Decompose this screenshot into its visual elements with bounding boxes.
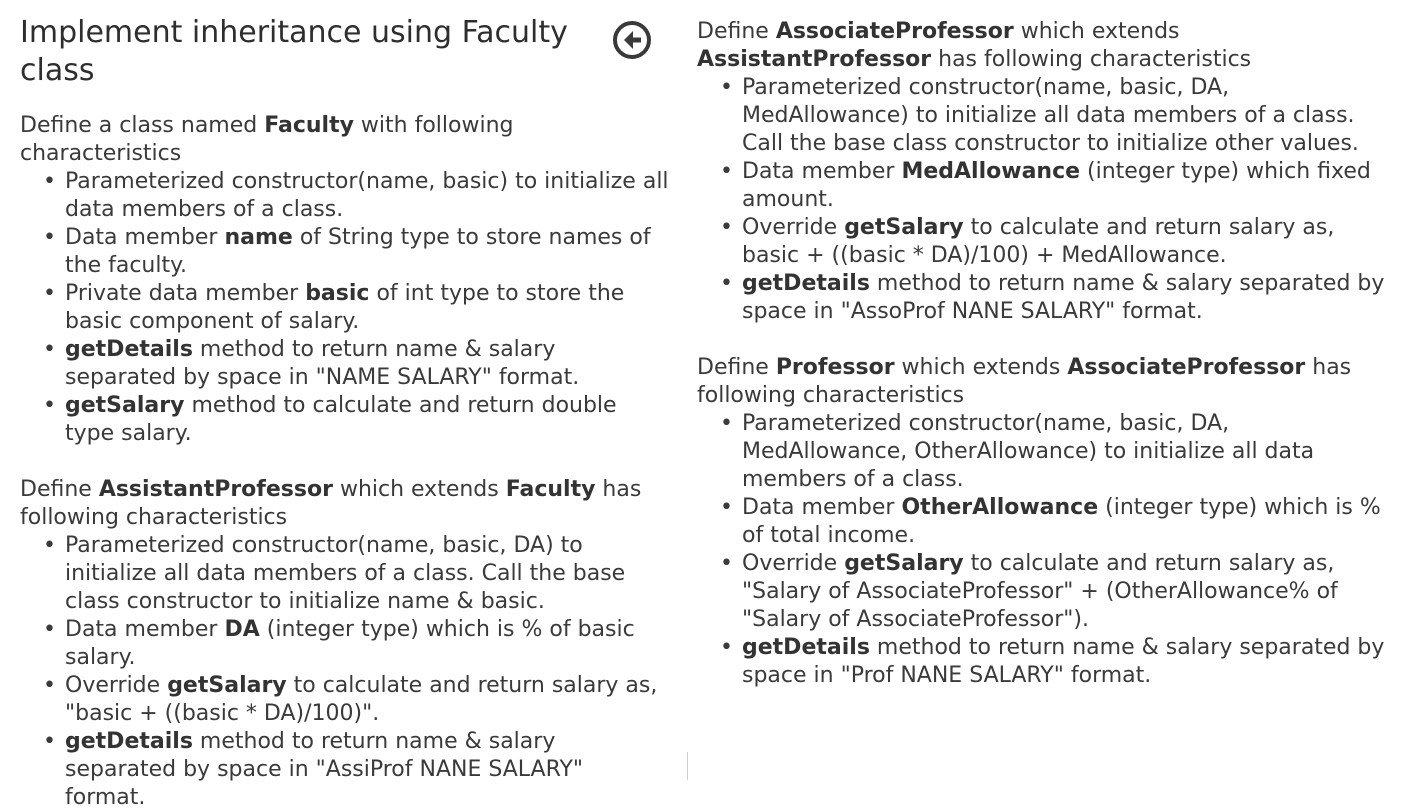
text-run: Override bbox=[65, 673, 168, 698]
associate-professor-section bbox=[697, 18, 1387, 326]
title-row bbox=[20, 14, 670, 94]
bold-term: getSalary bbox=[65, 393, 185, 418]
bold-term: OtherAllowance bbox=[901, 495, 1099, 520]
text-run: method to return name & salary separated by space in "AssoProf NANE SALARY" format. bbox=[742, 271, 1385, 324]
text-run: Override bbox=[742, 215, 845, 240]
text-run: method to return name & salary separated by space in "NAME SALARY" format. bbox=[65, 337, 580, 390]
faculty-section bbox=[20, 112, 670, 448]
text-run: Parameterized constructor(name, basic, DA) to initialize all data members of a class. Call the base class constructor to initialize name & basic. bbox=[65, 533, 626, 614]
bold-term: MedAllowance bbox=[901, 159, 1081, 184]
bold-term: name bbox=[224, 225, 293, 250]
list-item bbox=[65, 616, 670, 672]
text-run: Override bbox=[742, 551, 845, 576]
list-item bbox=[65, 392, 670, 448]
bold-term: AssociateProfessor bbox=[775, 19, 1014, 44]
text-run: has following characteristics bbox=[697, 355, 1352, 408]
arrow-left-circle-icon bbox=[612, 20, 652, 60]
bold-term: getSalary bbox=[167, 673, 287, 698]
section-intro bbox=[20, 476, 670, 532]
right-column bbox=[697, 18, 1387, 690]
text-run: Parameterized constructor(name, basic, DA, MedAllowance) to initialize all data members of a class. Call the base class constructor to initialize other values. bbox=[742, 75, 1359, 156]
text-run: Data member bbox=[65, 225, 225, 250]
bold-term: basic bbox=[305, 281, 370, 306]
text-run: Define bbox=[20, 477, 99, 502]
bold-term: Professor bbox=[775, 355, 895, 380]
bold-term: AssistantProfessor bbox=[98, 477, 333, 502]
list-item bbox=[742, 410, 1387, 494]
bold-term: getDetails bbox=[742, 271, 870, 296]
left-column bbox=[20, 14, 670, 812]
text-run: of int type to store the basic component of salary. bbox=[65, 281, 625, 334]
text-run: (integer type) which fixed amount. bbox=[742, 159, 1371, 212]
bold-term: getDetails bbox=[65, 729, 193, 754]
text-run: Private data member bbox=[65, 281, 306, 306]
section-intro bbox=[697, 18, 1387, 74]
text-run: Parameterized constructor(name, basic) to initialize all data members of a class. bbox=[65, 169, 669, 222]
page-title: Implement inheritance using Faculty class bbox=[20, 15, 568, 88]
list-item bbox=[65, 336, 670, 392]
back-button[interactable] bbox=[612, 20, 652, 60]
bold-term: AssistantProfessor bbox=[697, 47, 932, 72]
text-run: Data member bbox=[742, 495, 902, 520]
list-item bbox=[65, 280, 670, 336]
list-item bbox=[742, 158, 1387, 214]
bold-term: getSalary bbox=[844, 551, 964, 576]
bold-term: AssociateProfessor bbox=[1067, 355, 1306, 380]
text-run: Define a class named bbox=[20, 113, 265, 138]
characteristics-list bbox=[20, 168, 670, 448]
assistant-professor-section bbox=[20, 476, 670, 812]
section-intro bbox=[20, 112, 670, 168]
text-run: Data member bbox=[742, 159, 902, 184]
text-run: Define bbox=[697, 19, 776, 44]
list-item bbox=[65, 672, 670, 728]
list-item bbox=[742, 550, 1387, 634]
bold-term: getDetails bbox=[742, 635, 870, 660]
text-run: of String type to store names of the faculty. bbox=[65, 225, 651, 278]
text-run: method to return name & salary separated by space in "Prof NANE SALARY" format. bbox=[742, 635, 1385, 688]
characteristics-list bbox=[697, 74, 1387, 326]
list-item bbox=[742, 74, 1387, 158]
text-run: method to calculate and return double type salary. bbox=[65, 393, 617, 446]
text-run: Data member bbox=[65, 617, 225, 642]
text-run: (integer type) which is % of total income. bbox=[742, 495, 1381, 548]
text-run: with following characteristics bbox=[20, 113, 514, 166]
list-item bbox=[65, 168, 670, 224]
bold-term: getDetails bbox=[65, 337, 193, 362]
column-divider bbox=[687, 752, 688, 780]
list-item bbox=[742, 270, 1387, 326]
bold-term: DA bbox=[224, 617, 260, 642]
text-run: which extends bbox=[894, 355, 1068, 380]
text-run: (integer type) which is % of basic salary. bbox=[65, 617, 635, 670]
text-run: which extends bbox=[1013, 19, 1180, 44]
bold-term: Faculty bbox=[264, 113, 354, 138]
text-run: Parameterized constructor(name, basic, DA, MedAllowance, OtherAllowance) to initialize all data members of a class. bbox=[742, 411, 1315, 492]
text-run: to calculate and return salary as, basic + ((basic * DA)/100) + MedAllowance. bbox=[742, 215, 1335, 268]
list-item bbox=[742, 494, 1387, 550]
bold-term: Faculty bbox=[505, 477, 596, 502]
text-run: has following characteristics bbox=[20, 477, 642, 530]
list-item bbox=[742, 214, 1387, 270]
bold-term: getSalary bbox=[844, 215, 964, 240]
text-run: which extends bbox=[332, 477, 506, 502]
list-item bbox=[65, 728, 670, 812]
section-intro bbox=[697, 354, 1387, 410]
list-item bbox=[65, 224, 670, 280]
characteristics-list bbox=[697, 410, 1387, 690]
text-run: Define bbox=[697, 355, 776, 380]
text-run: has following characteristics bbox=[931, 47, 1252, 72]
text-run: method to return name & salary separated by space in "AssiProf NANE SALARY" format. bbox=[65, 729, 584, 810]
professor-section bbox=[697, 354, 1387, 690]
text-run: to calculate and return salary as, "basic + ((basic * DA)/100)". bbox=[65, 673, 658, 726]
characteristics-list bbox=[20, 532, 670, 812]
text-run: to calculate and return salary as, "Salary of AssociateProfessor" + (OtherAllowance% of "Salary of AssociateProfessor"). bbox=[742, 551, 1338, 632]
list-item bbox=[742, 634, 1387, 690]
list-item bbox=[65, 532, 670, 616]
